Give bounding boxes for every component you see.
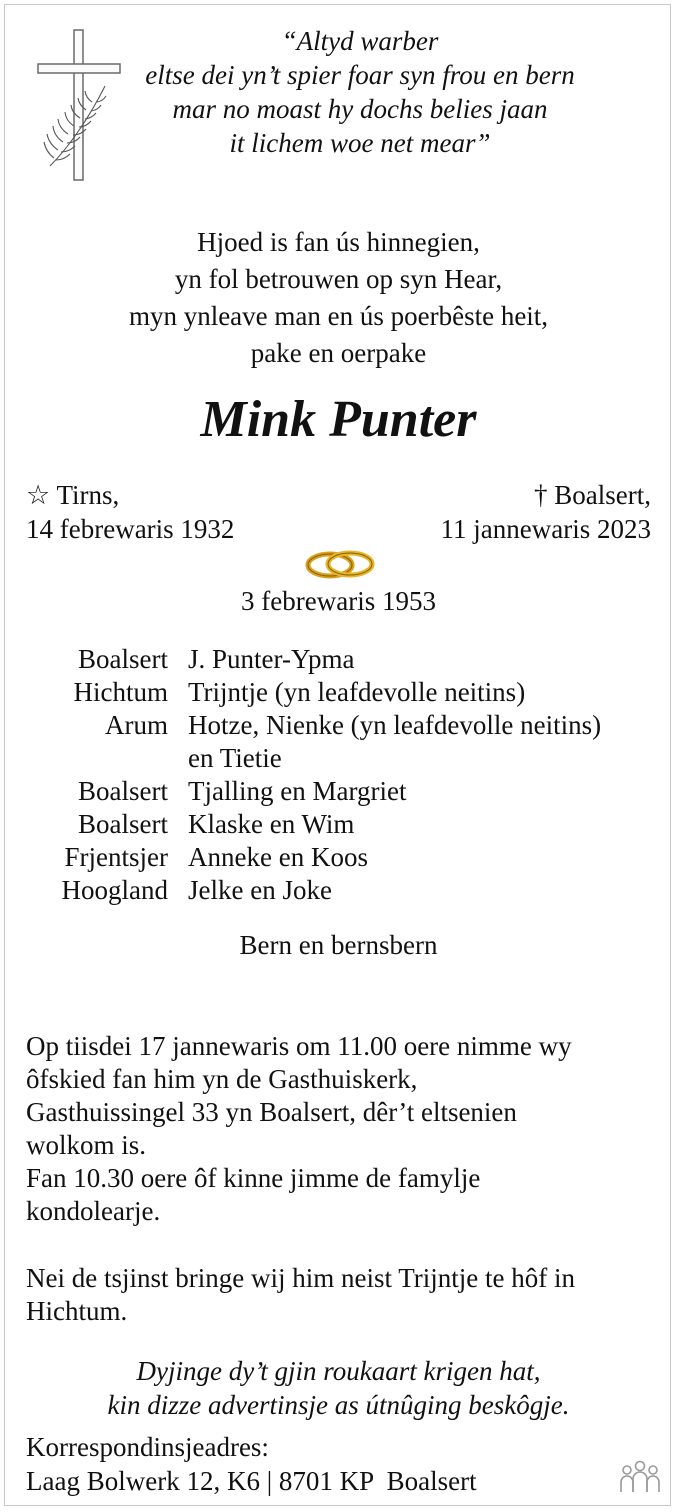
quote-line: eltse dei yn’t spier foar syn frou en bern (145, 60, 575, 90)
death-info (441, 478, 651, 546)
correspondence-label: Korrespondinsjeadres: (26, 1432, 269, 1462)
service-line: ôfskied fan him yn de Gasthuiskerk, (26, 1064, 418, 1094)
birth-place: ☆ Tirns, (26, 480, 120, 510)
family-row (0, 676, 677, 709)
intro-line: Hjoed is fan ús hinnegien, (197, 227, 480, 257)
family-row (0, 775, 677, 808)
family-place: Arum (105, 710, 168, 740)
correspondence-line: Laag Bolwerk 12, K6 | 8701 KP Boalsert (26, 1466, 477, 1496)
note-line: kin dizze advertinsje as útnûging beskôgje. (107, 1390, 570, 1420)
family-names: J. Punter-Ypma (188, 644, 355, 674)
family-names: Hotze, Nienke (yn leafdevolle neitins) (188, 710, 602, 740)
birth-info (26, 478, 234, 546)
burial-line: Hichtum. (26, 1296, 128, 1326)
quote-line: mar no moast hy dochs belies jaan (172, 94, 548, 124)
family-place: Hoogland (61, 875, 168, 905)
family-row (0, 709, 677, 775)
family-place: Boalsert (78, 776, 168, 806)
family-row (0, 643, 677, 676)
family-names: Jelke en Joke (188, 875, 332, 905)
family-row (0, 874, 677, 907)
family-place: Hichtum (73, 677, 168, 707)
note-line: Dyjinge dy’t gjin roukaart krigen hat, (136, 1356, 541, 1386)
family-place: Frjentsjer (64, 842, 168, 872)
intro-line: myn ynleave man en ús poerbêste heit, (128, 301, 549, 331)
family-list (0, 643, 677, 907)
children-grandchildren: Bern en bernsbern (239, 930, 438, 960)
death-place: † Boalsert, (534, 480, 651, 510)
family-names: Anneke en Koos (188, 842, 368, 872)
intro-line: pake en oerpake (250, 338, 427, 368)
intro-text (0, 224, 677, 372)
service-line: wolkom is. (26, 1130, 147, 1160)
birth-date: 14 febrewaris 1932 (26, 514, 235, 544)
invitation-note (0, 1354, 677, 1422)
intro-line: yn fol betrouwen op syn Hear, (174, 264, 503, 294)
quote-line: “Altyd warber (281, 26, 439, 56)
people-logo-icon (618, 1458, 662, 1498)
family-names: Trijntje (yn leafdevolle neitins) (188, 677, 526, 707)
quote-line: it lichem woe net mear” (229, 128, 491, 158)
family-place: Boalsert (78, 644, 168, 674)
correspondence-address (26, 1430, 586, 1498)
family-names: en Tietie (188, 743, 282, 773)
wedding-rings-icon (300, 546, 380, 582)
service-line: Op tiisdei 17 jannewaris om 11.00 oere nimme wy (26, 1031, 572, 1061)
family-place: Boalsert (78, 809, 168, 839)
burial-line: Nei de tsjinst bringe wij him neist Trijntje te hôf in (26, 1263, 575, 1293)
wedding-date: 3 febrewaris 1953 (241, 586, 436, 616)
service-line: kondolearje. (26, 1196, 161, 1226)
burial-info (26, 1262, 656, 1328)
quote-block (110, 24, 610, 160)
family-names: Tjalling en Margriet (188, 776, 407, 806)
family-row (0, 841, 677, 874)
service-info (26, 1030, 656, 1228)
death-date: 11 jannewaris 2023 (440, 514, 651, 544)
family-names: Klaske en Wim (188, 809, 355, 839)
deceased-name: Mink Punter (200, 391, 477, 448)
service-line: Gasthuissingel 33 yn Boalsert, dêr’t eltsenien (26, 1097, 517, 1127)
family-row (0, 808, 677, 841)
service-line: Fan 10.30 oere ôf kinne jimme de famylje (26, 1163, 481, 1193)
